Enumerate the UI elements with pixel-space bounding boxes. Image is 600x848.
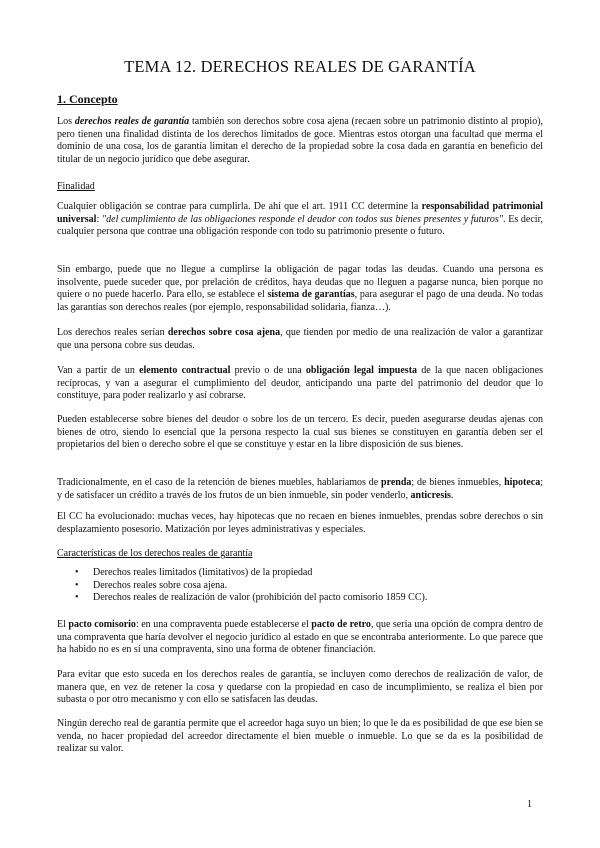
paragraph-realizacion-valor: Para evitar que esto suceda en los derechos reales de garantía, se incluyen como derechos de realización de valor, de manera que, en vez de retener la cosa y quedarse con la propiedad en caso de incumplimiento, se realiza el bien por subasta o por otro mecanismo y con ello se satisfacen las deudas. [57,669,543,706]
paragraph-responsabilidad: Cualquier obligación se contrae para cumplirla. De ahí que el art. 1911 CC determine la responsabilidad patrimonial universal: "del cumplimiento de las obligaciones responde el deudor con todos sus bienes presentes y futuros". Es decir, cualquier persona que contrae una obligación responde con todo su patrimonio presente o futuro. [57,201,544,238]
paragraph-insolvencia: Sin embargo, puede que no llegue a cumplirse la obligación de pagar todas las deudas. Cuando una persona es insolvente, puede suceder que, por prelación de créditos, haya deudas que no lleguen a pagarse nunca, bien porque no quiere o no puede hacerlo. Para ello, se establece el sistema de garantías, para asegurar el pago de una deuda. No todas las garantías son derechos reales (por ejemplo, responsabilidad solidaria, fianza…). [57,264,543,313]
page-title: TEMA 12. DERECHOS REALES DE GARANTÍA [124,57,476,76]
paragraph-bienes-tercero: Pueden establecerse sobre bienes del deudor o sobre los de un tercero. Es decir, pueden asegurarse deudas ajenas con bienes de otro, siendo lo esencial que la persona respecto la cual sus bienes se constituyen en garantía deben ser el propietarios del bien o derecho sobre el que se constituye y estar en la libre disposición de sus bienes. [57,414,543,451]
section-heading-concepto: 1. Concepto [57,92,118,106]
paragraph-intro: Los derechos reales de garantía también son derechos sobre cosa ajena (recaen sobre un patrimonio distinto al propio), pero tienen una finalidad distinta de los derechos limitados de goce. Mientras estos otorgan una facultad que merma el dominio de una cosa, los de garantía limitan el derecho de la propiedad sobre la cosa dada en garantía en beneficio del titular de un negocio jurídico que debe asegurar. [57,116,544,165]
subheading-caracteristicas: Características de los derechos reales de garantía [57,548,253,559]
bullet-icon: • [75,592,79,604]
list-item: • Derechos reales de realización de valor (prohibición del pacto comisorio 1859 CC). [75,592,428,604]
paragraph-pacto-comisorio: El pacto comisorio: en una compraventa puede establecerse el pacto de retro, que sería una opción de compra dentro de una compraventa que haría devolver el negocio jurídico al estado en que se encontraba anteriormente. Lo que parece que ha habido no es en sí una compraventa, sino una forma de obtener financiación. [57,619,543,656]
subheading-finalidad: Finalidad [57,181,95,192]
bullet-icon: • [75,567,79,578]
paragraph-evolucion: El CC ha evolucionado: muchas veces, hay hipotecas que no recaen en bienes inmuebles, prendas sobre derechos o sin desplazamiento posesorio. Matización por leyes administrativas y especiales. [57,511,543,535]
paragraph-elemento-contractual: Van a partir de un elemento contractual previo o de una obligación legal impuesta de la que nacen obligaciones recíprocas, y van a asegurar el cumplimiento del deudor, anticipando una parte del patrimonio del deudor que lo constituye, para poder realizarlo y así cobrarse. [57,365,543,402]
bullet-icon: • [75,579,79,591]
paragraph-tradicionalmente: Tradicionalmente, en el caso de la retención de bienes muebles, hablaríamos de prenda; de bienes inmuebles, hipoteca; y de satisfacer un crédito a través de los frutos de un bien inmueble, sin poder venderlo, anticresis. [57,477,543,501]
list-item: • Derechos reales limitados (limitativos) de la propiedad [75,567,313,578]
list-item: • Derechos reales sobre cosa ajena. [75,579,228,591]
characteristics-list [57,567,543,605]
page-number: 1 [527,799,532,810]
paragraph-derechos-reales: Los derechos reales serían derechos sobre cosa ajena, que tienden por medio de una realización de valor a garantizar que una persona cobre sus deudas. [57,327,544,351]
paragraph-ningun-derecho: Ningún derecho real de garantía permite que el acreedor haga suyo un bien; lo que le da es posibilidad de que ese bien se venda, no hacer propiedad del acreedor directamente el bien mueble o inmueble. Lo que se da es la posibilidad de realizar su valor. [57,718,543,755]
